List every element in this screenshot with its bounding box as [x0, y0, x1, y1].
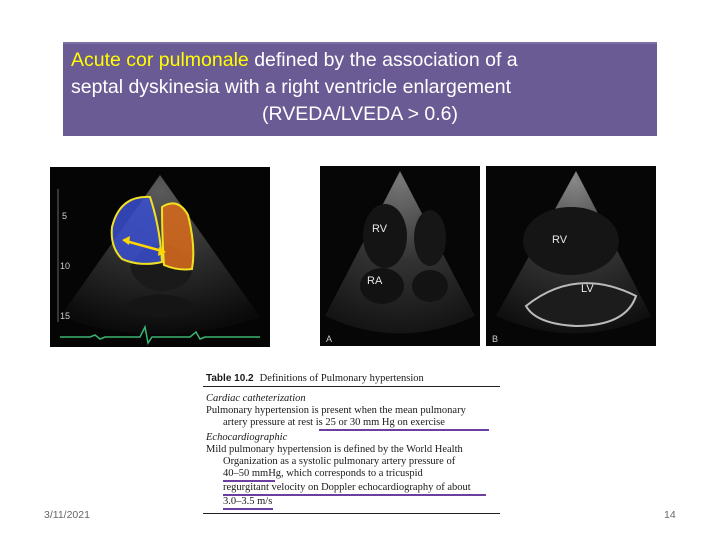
panel-label-b: B — [492, 334, 499, 344]
echo-image-apical-overlay — [50, 167, 270, 347]
label-rv-b: RV — [552, 234, 568, 246]
table-rule-bottom — [203, 513, 500, 514]
footer-page-number: 14 — [664, 509, 676, 521]
panel-label-a: A — [326, 334, 333, 344]
title-line-1 — [71, 47, 649, 74]
table-rule-top — [203, 386, 500, 387]
label-ra-a: RA — [367, 275, 383, 287]
title-line-2: septal dyskinesia with a right ventricle enlargement — [71, 76, 512, 98]
underline-pressure — [319, 429, 489, 431]
table-line-6: Organization as a systolic pulmonary artery pressure of — [223, 456, 456, 467]
title-line-3: (RVEDA/LVEDA > 0.6) — [262, 103, 458, 125]
title-line-1-rest: defined by the association of a — [248, 49, 518, 71]
table-line-8: regurgitant velocity on Doppler echocardiography of about — [223, 482, 471, 493]
depth-tick-5: 5 — [62, 211, 68, 221]
label-lv-b: LV — [581, 283, 594, 295]
table-line-1: Cardiac catheterization — [206, 393, 306, 404]
table-line-5: Mild pulmonary hypertension is defined by the World Health — [206, 444, 463, 455]
footer-date: 3/11/2021 — [44, 509, 90, 521]
table-line-2: Pulmonary hypertension is present when the mean pulmonary — [206, 405, 466, 416]
title-box — [63, 42, 657, 136]
definitions-table — [203, 372, 500, 515]
depth-tick-15: 15 — [60, 311, 71, 321]
table-number: Table 10.2 — [206, 373, 254, 384]
table-line-7: 40–50 mmHg, which corresponds to a tricuspid — [223, 468, 423, 479]
table-caption — [206, 373, 424, 384]
title-highlight: Acute cor pulmonale — [71, 49, 249, 71]
table-line-4: Echocardiographic — [206, 432, 288, 443]
table-line-3: artery pressure at rest is 25 or 30 mm Hg on exercise — [223, 417, 445, 428]
table-line-9: 3.0–3.5 m/s — [223, 496, 273, 507]
depth-tick-10: 10 — [60, 261, 71, 271]
underline-ms — [223, 508, 273, 510]
echo-image-a — [320, 166, 480, 346]
label-rv-a: RV — [372, 223, 388, 235]
table-caption-text: Definitions of Pulmonary hypertension — [259, 373, 424, 384]
echo-image-b — [486, 166, 656, 346]
